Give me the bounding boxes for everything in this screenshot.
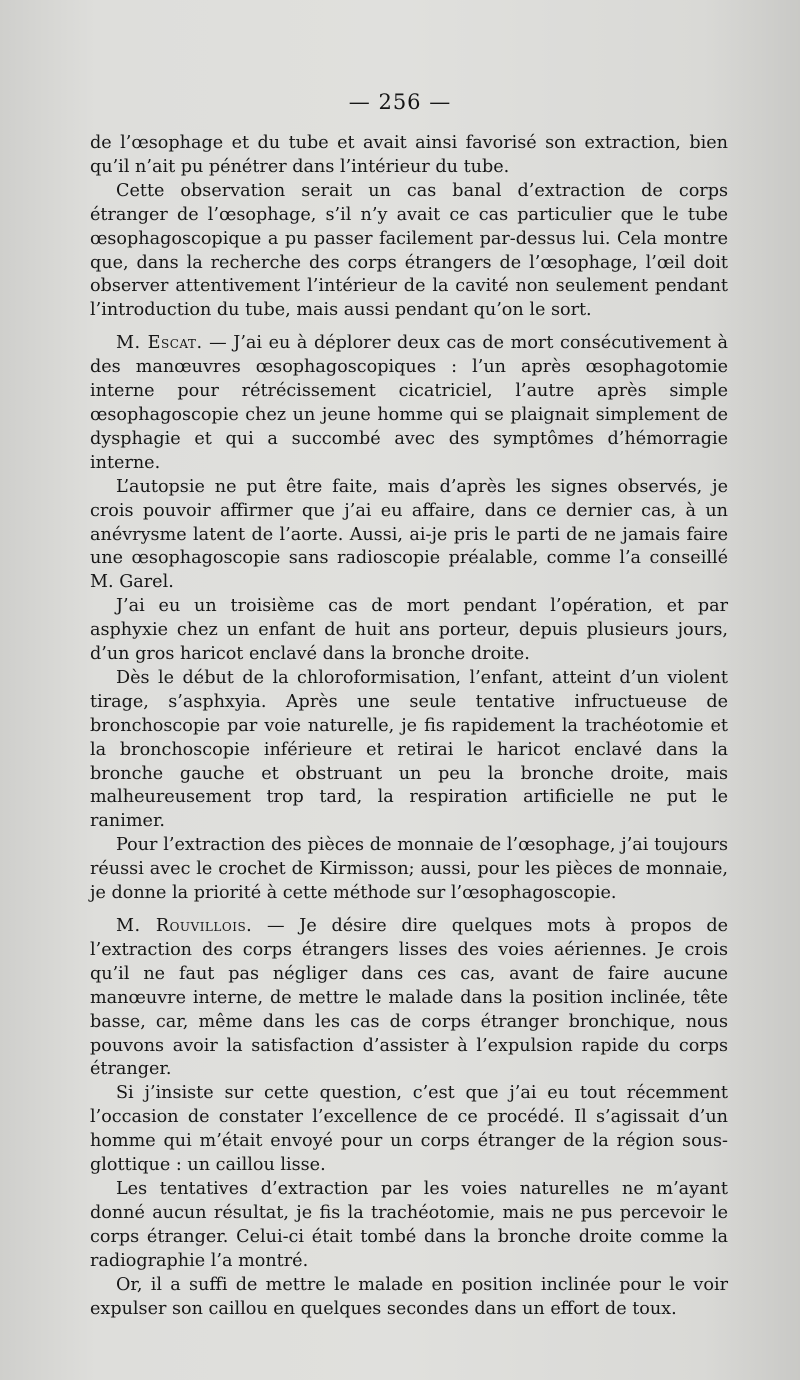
paragraph-4 bbox=[90, 476, 728, 596]
paragraph-6 bbox=[90, 667, 728, 834]
page-number: — 256 — bbox=[348, 90, 452, 114]
paragraph-text: — Je désire dire quelques mots à propos de l’extraction des corps étrangers lisses des voies aériennes. Je crois qu’il ne faut pas négliger dans ces cas, avant de faire aucune manœuvre interne, de mettre le malade dans la position inclinée, tête basse, car, même dans les cas de corps étranger bronchique, nous pouvons avoir la satisfaction d’assister à l’expulsion rapide du corps étranger. bbox=[90, 916, 728, 1080]
paragraph-text: — J’ai eu à déplorer deux cas de mort consécutivement à des manœuvres œsophagoscopiques : l’un après œsophagotomie interne pour rétrécissement cicatriciel, l’autre après simple œsophagoscopie chez un jeune homme qui se plaignait simplement de dysphagie et qui a succombé avec des symptômes d’hémorragie interne. bbox=[90, 333, 728, 473]
paragraph-text: de l’œsophage et du tube et avait ainsi favorisé son extraction, bien qu’il n’ait pu pénétrer dans l’intérieur du tube. bbox=[90, 133, 728, 177]
paragraph-text: Les tentatives d’extraction par les voies naturelles ne m’ayant donné aucun résultat, je fis la trachéotomie, mais ne pus percevoir le corps étranger. Celui-ci était tombé dans la bronche droite comme la radiographie l’a montré. bbox=[90, 1178, 728, 1271]
paragraph-8 bbox=[90, 915, 728, 1082]
paragraph-text: Pour l’extraction des pièces de monnaie de l’œsophage, j’ai toujours réussi avec le crochet de Kirmisson; aussi, pour les pièces de monnaie, je donne la priorité à cette méthode sur l’œsophagoscopie. bbox=[90, 835, 728, 904]
paragraph-text: Si j’insiste sur cette question, c’est que j’ai eu tout récemment l’occasion de constater l’excellence de ce procédé. Il s’agissait d’un homme qui m’était envoyé pour un corps étranger de la région sous-glottique : un caillou lisse. bbox=[90, 1083, 728, 1176]
paragraph-text: Cette observation serait un cas banal d’extraction de corps étranger de l’œsophage, s’il n’y avait ce cas particulier que le tube œsophagoscopique a pu passer facilement par-dessus lui. Cela montre que, dans la recherche des corps étrangers de l’œsophage, l’œil doit observer attentivement l’intérieur de la cavité non seulement pendant l’introduction du tube, mais aussi pendant qu’on le sort. bbox=[90, 180, 728, 321]
paragraph-11 bbox=[90, 1274, 728, 1322]
speaker-name: M. Escat. bbox=[116, 333, 203, 354]
body-text bbox=[90, 132, 728, 1321]
speaker-name: M. Rouvillois. bbox=[116, 916, 253, 936]
paragraph-text: J’ai eu un troisième cas de mort pendant l’opération, et par asphyxie chez un enfant de huit ans porteur, depuis plusieurs jours, d’un gros haricot enclavé dans la bronche droite. bbox=[90, 596, 728, 665]
paragraph-5 bbox=[90, 595, 728, 667]
paragraph-text: Or, il a suffi de mettre le malade en position inclinée pour le voir expulser son caillou en quelques secondes dans un effort de toux. bbox=[90, 1274, 728, 1319]
paragraph-7 bbox=[90, 834, 728, 906]
paragraph-9 bbox=[90, 1082, 728, 1178]
paragraph-1 bbox=[90, 132, 728, 180]
paragraph-2 bbox=[90, 180, 728, 323]
paragraph-3 bbox=[90, 332, 728, 475]
paragraph-text: L’autopsie ne put être faite, mais d’après les signes observés, je crois pouvoir affirmer que j’ai eu affaire, dans ce dernier cas, à un anévrysme latent de l’aorte. Aussi, ai-je pris le parti de ne jamais faire une œsophagoscopie sans radioscopie préalable, comme l’a conseillé M. Garel. bbox=[90, 476, 728, 593]
paragraph-10 bbox=[90, 1178, 728, 1274]
paragraph-text: Dès le début de la chloroformisation, l’enfant, atteint d’un violent tirage, s’asphxyia. Après une seule tentative infructueuse de bronchoscopie par voie naturelle, je fis rapidement la trachéotomie et la bronchoscopie inférieure et retirai le haricot enclavé dans la bronche gauche et obstruant un peu la bronche droite, mais malheureusement trop tard, la respiration artificielle ne put le ranimer. bbox=[90, 667, 728, 832]
